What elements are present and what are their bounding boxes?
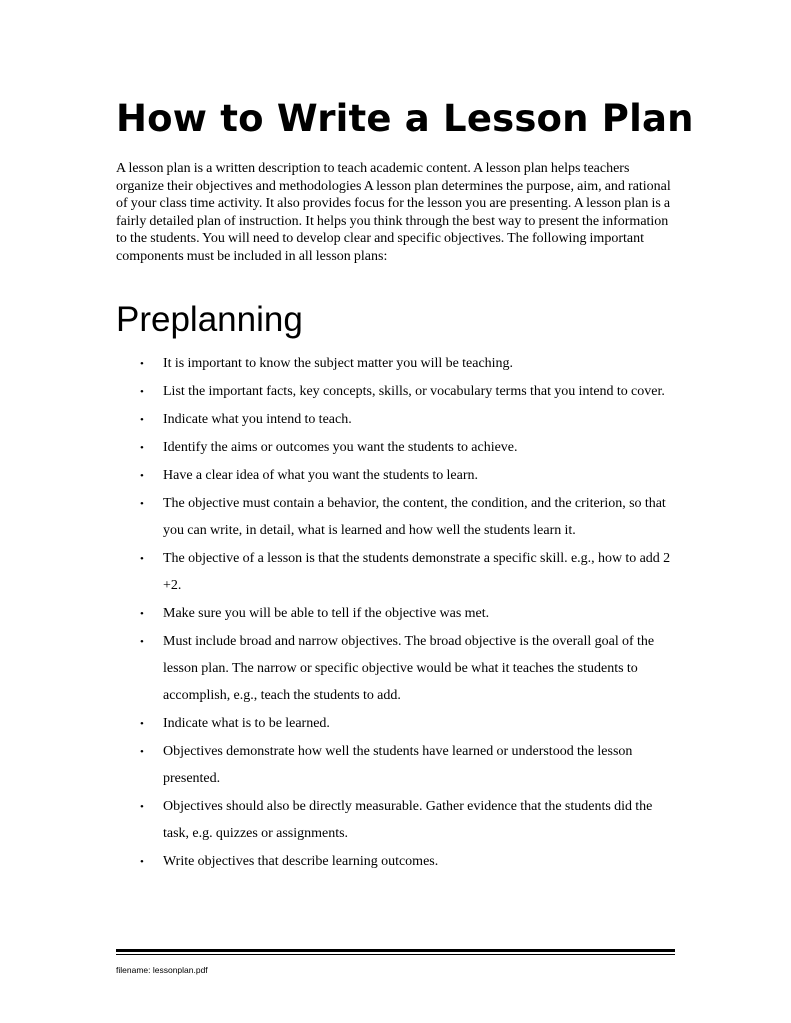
list-item xyxy=(116,794,676,848)
document-title: How to Write a Lesson Plan xyxy=(116,97,694,140)
footer-filename: filename: lessonplan.pdf xyxy=(116,965,208,975)
list-item xyxy=(116,379,676,406)
bullet-icon: • xyxy=(140,470,144,483)
bullet-icon: • xyxy=(140,718,144,731)
list-item xyxy=(116,463,676,490)
list-item-text: Have a clear idea of what you want the students to learn. xyxy=(163,468,479,484)
list-item-text: Write objectives that describe learning outcomes. xyxy=(163,853,439,869)
bullet-icon: • xyxy=(140,386,144,399)
bullet-icon: • xyxy=(140,855,144,868)
list-item-text: The objective of a lesson is that the students demonstrate a specific skill. e.g., how to add 2 +2. xyxy=(163,551,671,594)
list-item xyxy=(116,351,676,378)
list-item-text: Indicate what you intend to teach. xyxy=(163,412,352,428)
bullet-icon: • xyxy=(140,636,144,649)
list-item xyxy=(116,546,676,600)
list-item-text: Objectives should also be directly measurable. Gather evidence that the students did the task, e.g. quizzes or assignments. xyxy=(163,799,653,841)
list-item-text: Identify the aims or outcomes you want the students to achieve. xyxy=(163,440,518,456)
section-heading-preplanning: Preplanning xyxy=(116,300,303,339)
bullet-icon: • xyxy=(140,746,144,759)
list-item xyxy=(116,711,676,738)
list-item-text: Objectives demonstrate how well the students have learned or understood the lesson presented. xyxy=(163,744,633,786)
list-item xyxy=(116,435,676,462)
bullet-icon: • xyxy=(140,608,144,621)
bullet-icon: • xyxy=(140,801,144,814)
list-item-text: List the important facts, key concepts, skills, or vocabulary terms that you intend to cover. xyxy=(163,384,665,400)
bullet-icon: • xyxy=(140,442,144,455)
list-item xyxy=(116,601,676,628)
footer-rule-thin xyxy=(116,954,675,955)
list-item xyxy=(116,849,676,876)
bullet-icon: • xyxy=(140,414,144,427)
footer-rule-thick xyxy=(116,949,675,952)
bullet-icon: • xyxy=(140,498,144,511)
list-item-text: Must include broad and narrow objectives. The broad objective is the overall goal of the lesson plan. The narrow or specific objective would be what it teaches the students to accomplish, e.g., teach the students to add. xyxy=(163,634,655,703)
list-item xyxy=(116,491,676,545)
bullet-icon: • xyxy=(140,553,144,566)
intro-paragraph: A lesson plan is a written description to teach academic content. A lesson plan helps teachers organize their objectives and methodologies A lesson plan determines the purpose, aim, and rational of your class time activity. It also provides focus for the lesson you are presenting. A lesson plan is a fairly detailed plan of instruction. It helps you think through the best way to present the information to the students. You will need to develop clear and specific objectives. The following important components must be included in all lesson plans: xyxy=(116,161,671,264)
list-item xyxy=(116,629,676,709)
list-item-text: Make sure you will be able to tell if the objective was met. xyxy=(163,606,490,622)
list-item-text: Indicate what is to be learned. xyxy=(163,716,330,732)
list-item-text: It is important to know the subject matter you will be teaching. xyxy=(163,356,514,371)
preplanning-bullet-list xyxy=(116,351,676,877)
list-item xyxy=(116,407,676,434)
bullet-icon: • xyxy=(140,358,144,370)
list-item xyxy=(116,739,676,793)
list-item-text: The objective must contain a behavior, the content, the condition, and the criterion, so that you can write, in detail, what is learned and how well the students learn it. xyxy=(163,496,666,539)
